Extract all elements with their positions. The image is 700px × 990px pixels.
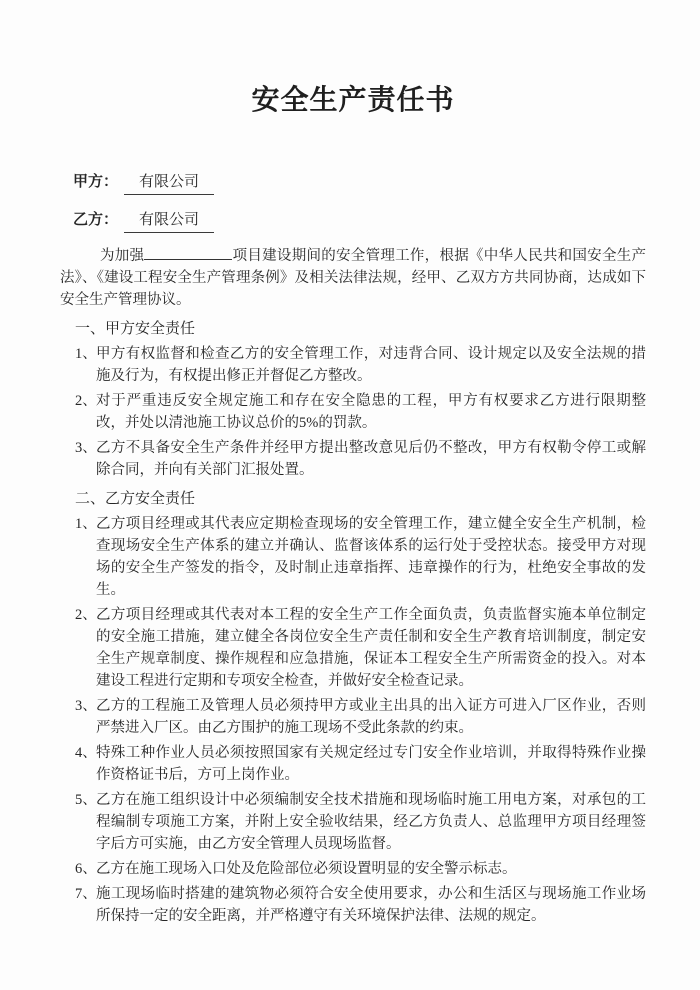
item-text: 乙方在施工组织设计中必须编制安全技术措施和现场临时施工用电方案，对承包的工程编制专项施工方案，并附上安全验收结果，经乙方负责人、总监理甲方项目经理签字后方可实施，由乙方安全管理人员现场监督。 — [96, 792, 646, 852]
item-number: 4、 — [75, 745, 97, 761]
list-item — [60, 695, 646, 739]
item-text: 乙方项目经理或其代表对本工程的安全生产工作全面负责，负责监督实施本单位制定的安全施工措施，建立健全各岗位安全生产责任制和安全生产教育培训制度，制定安全生产规章制度、操作规程和应急措施，保证本工程安全生产所需资金的投入。对本建设工程进行定期和专项安全检查，并做好安全检查记录。 — [96, 607, 646, 689]
list-item — [60, 343, 646, 387]
item-text: 乙方的工程施工及管理人员必须持甲方或业主出具的出入证方可进入厂区作业，否则严禁进入厂区。由乙方围护的施工现场不受此条款的约束。 — [96, 698, 646, 736]
item-number: 2、 — [75, 393, 97, 409]
item-number: 5、 — [75, 792, 97, 808]
list-item — [60, 789, 646, 855]
item-text: 乙方在施工现场入口处及危险部位必须设置明显的安全警示标志。 — [96, 861, 517, 877]
party-a-label: 甲方： — [73, 174, 119, 190]
item-text: 甲方有权监督和检查乙方的安全管理工作，对违背合同、设计规定以及安全法规的措施及行为，有权提出修正并督促乙方整改。 — [96, 346, 646, 384]
party-b-row — [73, 210, 646, 233]
section-2-heading: 二、乙方安全责任 — [75, 491, 196, 507]
party-b-label: 乙方： — [73, 212, 119, 228]
list-item — [60, 883, 646, 927]
list-item — [60, 513, 646, 601]
preamble-lead: 为加强 — [100, 248, 145, 264]
item-number: 7、 — [75, 886, 97, 902]
item-number: 1、 — [75, 346, 97, 362]
item-text: 施工现场临时搭建的建筑物必须符合安全使用要求，办公和生活区与现场施工作业场所保持一定的安全距离，并严格遵守有关环境保护法律、法规的规定。 — [96, 886, 646, 924]
list-item — [60, 742, 646, 786]
blank-underline — [144, 246, 232, 260]
document-title: 安全生产责任书 — [251, 85, 455, 116]
preamble-paragraph — [60, 245, 646, 311]
party-block — [60, 172, 646, 233]
item-text: 乙方不具备安全生产条件并经甲方提出整改意见后仍不整改，甲方有权勒令停工或解除合同，并向有关部门汇报处置。 — [96, 440, 646, 478]
item-number: 3、 — [75, 698, 97, 714]
preamble-tail: 项目建设期间的安全管理工作，根据《中华人民共和国安全生产法》、《建设工程安全生产管理条例》及相关法律法规，经甲、乙双方方共同协商，达成如下安全生产管理协议。 — [60, 248, 647, 308]
item-number: 2、 — [75, 607, 97, 623]
item-number: 1、 — [75, 516, 97, 532]
list-item — [60, 437, 646, 481]
item-number: 3、 — [75, 440, 97, 456]
item-number: 6、 — [75, 861, 97, 877]
party-a-row — [73, 172, 646, 195]
section-1-heading: 一、甲方安全责任 — [75, 321, 196, 337]
item-text: 特殊工种作业人员必须按照国家有关规定经过专门安全作业培训，并取得特殊作业操作资格证书后，方可上岗作业。 — [96, 745, 646, 783]
party-b-value: 有限公司 — [124, 210, 214, 233]
list-item — [60, 858, 646, 880]
item-text: 乙方项目经理或其代表应定期检查现场的安全管理工作，建立健全安全生产机制，检查现场安全生产体系的建立并确认、监督该体系的运行处于受控状态。接受甲方对现场的安全生产签发的指令，及时制止违章指挥、违章操作的行为，杜绝安全事故的发生。 — [96, 516, 646, 598]
list-item — [60, 390, 646, 434]
item-text: 对于严重违反安全规定施工和存在安全隐患的工程，甲方有权要求乙方进行限期整改，并处以清池施工协议总价的5%的罚款。 — [96, 393, 646, 431]
list-item — [60, 604, 646, 692]
party-a-value: 有限公司 — [124, 172, 214, 195]
